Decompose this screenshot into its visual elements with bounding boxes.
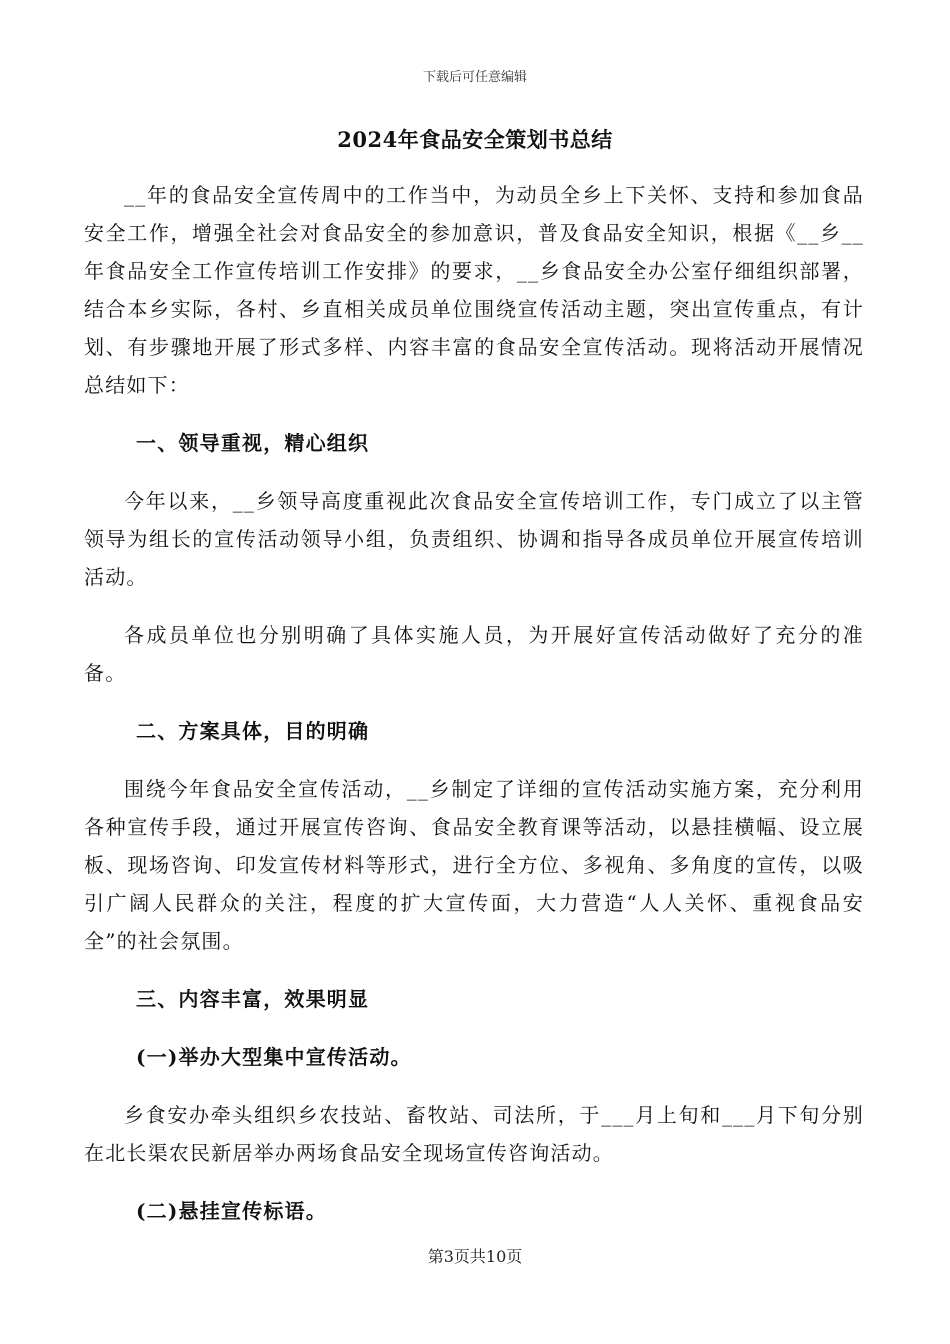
document-title: 2024年食品安全策划书总结 — [337, 127, 613, 152]
subsection-heading-2: (二)悬挂宣传标语。 — [136, 1199, 327, 1223]
header-note: 下载后可任意编辑 — [422, 70, 527, 85]
subsection-heading-1: (一)举办大型集中宣传活动。 — [136, 1045, 412, 1069]
section-heading-2: 二、方案具体，目的明确 — [136, 719, 370, 743]
section-heading-1: 一、领导重视，精心组织 — [136, 431, 370, 455]
paragraph-leadership: 今年以来，__乡领导高度重视此次食品安全宣传培训工作，专门成立了以主管领导为组长的宣传活动领导小组，负责组织、协调和指导各成员单位开展宣传培训活动。 — [84, 489, 864, 589]
paragraph-event: 乡食安办牵头组织乡农技站、畜牧站、司法所，于___月上旬和___月下旬分别在北长渠农民新居举办两场食品安全现场宣传咨询活动。 — [84, 1103, 864, 1165]
page-footer: 第3页共10页 — [427, 1247, 523, 1266]
paragraph-plan: 围绕今年食品安全宣传活动，__乡制定了详细的宣传活动实施方案，充分利用各种宣传手段，通过开展宣传咨询、食品安全教育课等活动，以悬挂横幅、设立展板、现场咨询、印发宣传材料等形式，进行全方位、多视角、多角度的宣传，以吸引广阔人民群众的关注，程度的扩大宣传面，大力营造“人人关怀、重视食品安全”的社会氛围。 — [84, 777, 864, 953]
document-body — [84, 176, 864, 1230]
paragraph-member-units: 各成员单位也分别明确了具体实施人员，为开展好宣传活动做好了充分的准备。 — [84, 623, 864, 685]
section-heading-3: 三、内容丰富，效果明显 — [136, 987, 370, 1011]
paragraph-intro: __年的食品安全宣传周中的工作当中，为动员全乡上下关怀、支持和参加食品安全工作，增强全社会对食品安全的参加意识，普及食品安全知识，根据《__乡__年食品安全工作宣传培训工作安排》的要求，__乡食品安全办公室仔细组织部署，结合本乡实际，各村、乡直相关成员单位围绕宣传活动主题，突出宣传重点，有计划、有步骤地开展了形式多样、内容丰富的食品安全宣传活动。现将活动开展情况总结如下： — [84, 183, 864, 397]
